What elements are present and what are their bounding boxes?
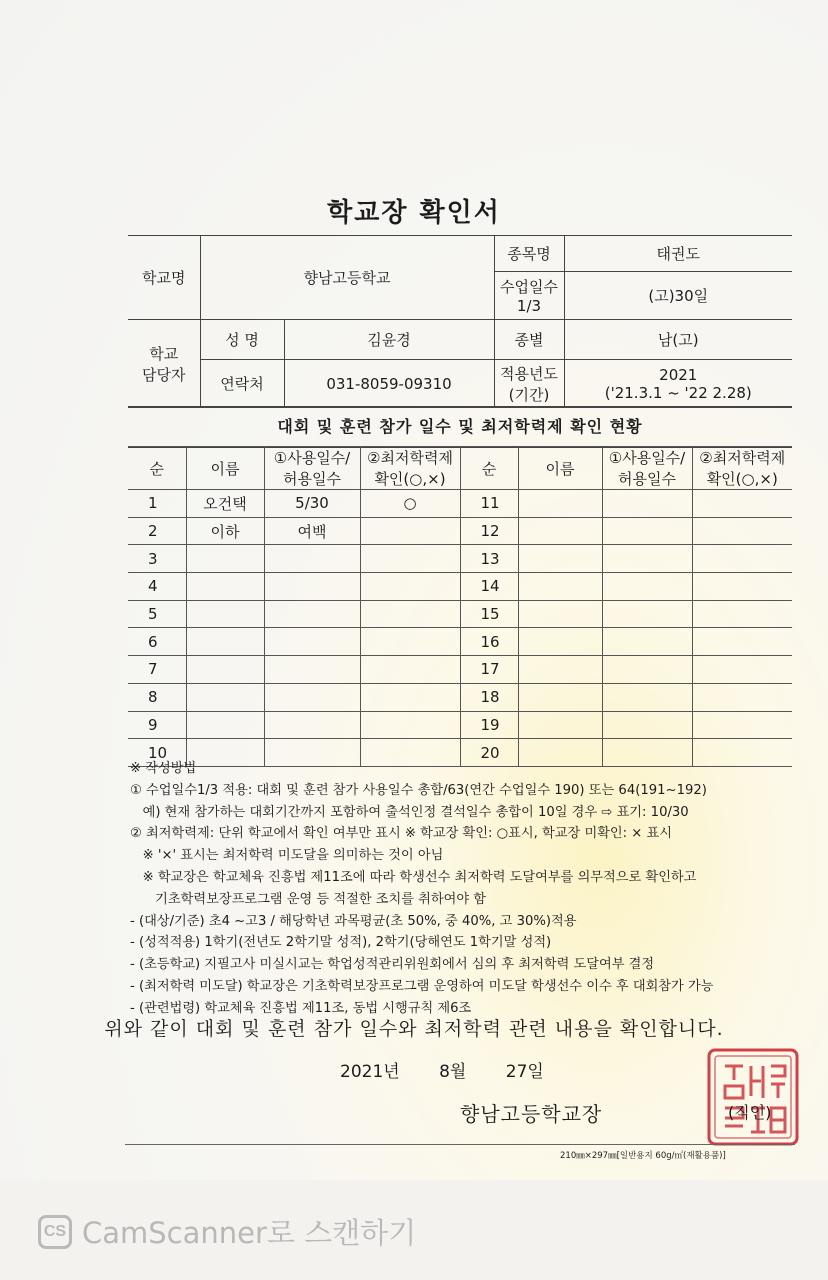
cell-num: 14 [460, 573, 518, 601]
cell-name [518, 683, 602, 711]
official-seal-image [705, 1046, 801, 1148]
cell-check [360, 573, 460, 601]
cell-num: 8 [128, 683, 186, 711]
cell-name [518, 600, 602, 628]
name-label: 성 명 [200, 320, 284, 360]
cell-name [186, 711, 264, 739]
header-name: 이름 [186, 447, 264, 490]
cell-name [186, 600, 264, 628]
instruction-line: ② 최저학력제: 단위 학교에서 확인 여부만 표시 ※ 학교장 확인: ○표시, 학교장 미확인: × 표시 [130, 826, 673, 842]
cell-days [264, 656, 360, 684]
cell-num: 7 [128, 656, 186, 684]
event-value: 태권도 [564, 236, 792, 272]
cell-num: 9 [128, 711, 186, 739]
cell-days [264, 683, 360, 711]
year-value: 2021 ('21.3.1 ~ '22 2.28) [564, 360, 792, 408]
cell-num: 3 [128, 545, 186, 573]
cell-days [602, 711, 692, 739]
cell-name [518, 573, 602, 601]
cell-num: 5 [128, 600, 186, 628]
date-day: 27일 [505, 1062, 544, 1082]
confirmation-statement: 위와 같이 대회 및 훈련 참가 일수와 최저학력 관련 내용을 확인합니다. [104, 1018, 724, 1040]
cell-num: 6 [128, 628, 186, 656]
header-name: 이름 [518, 447, 602, 490]
cell-days [602, 573, 692, 601]
footer-divider [125, 1144, 795, 1145]
name-value: 김윤경 [284, 320, 494, 360]
school-name: 향남고등학교 [200, 236, 494, 320]
cell-num: 2 [128, 517, 186, 545]
instruction-line: 예) 현재 참가하는 대회기간까지 포함하여 출석인정 결석일수 총합이 10일 경우 ⇨ 표기: 10/30 [130, 804, 689, 820]
header-days: ①사용일수/ 허용일수 [264, 447, 360, 490]
school-label: 학교명 [128, 236, 200, 320]
cell-name: 오건택 [186, 490, 264, 518]
cell-name [186, 683, 264, 711]
instruction-line: 기초학력보장프로그램 운영 등 적절한 조치를 취하여야 함 [130, 891, 487, 907]
cell-num: 19 [460, 711, 518, 739]
table-row [128, 711, 792, 739]
cell-check [692, 573, 792, 601]
cell-num: 4 [128, 573, 186, 601]
writing-instructions [130, 758, 800, 1020]
cell-check [360, 656, 460, 684]
cell-days: 5/30 [264, 490, 360, 518]
cell-check [360, 600, 460, 628]
cell-name [518, 628, 602, 656]
date-year: 2021년 [340, 1062, 400, 1082]
table-row [128, 600, 792, 628]
cell-num: 1 [128, 490, 186, 518]
cell-days [602, 683, 692, 711]
cell-check [692, 545, 792, 573]
instruction-line: ※ 작성방법 [130, 761, 197, 776]
table-row [128, 545, 792, 573]
cell-name: 이하 [186, 517, 264, 545]
year-label: 적용년도 (기간) [494, 360, 564, 408]
manager-label: 학교 담당자 [128, 320, 200, 408]
header-min-check: ②최저학력제 확인(○,×) [692, 447, 792, 490]
instruction-line: - (초등학교) 지필고사 미실시교는 학업성적관리위원회에서 심의 후 최저학력 도달여부 결정 [130, 957, 655, 973]
cell-days [264, 573, 360, 601]
cell-days [264, 711, 360, 739]
instruction-line: - (최저학력 미도달) 학교장은 기초학력보장프로그램 운영하여 미도달 학생선수 이수 후 대회참가 가능 [130, 978, 714, 994]
cell-days [602, 517, 692, 545]
header-num: 순 [460, 447, 518, 490]
cell-check [360, 683, 460, 711]
cell-check: ○ [360, 490, 460, 518]
contact-label: 연락처 [200, 360, 284, 408]
cell-name [518, 656, 602, 684]
cell-name [186, 628, 264, 656]
cell-check [360, 628, 460, 656]
header-days: ①사용일수/ 허용일수 [602, 447, 692, 490]
cell-days [602, 545, 692, 573]
instruction-line: - (관련법령) 학교체육 진흥법 제11조, 동법 시행규칙 제6조 [130, 1000, 472, 1016]
instruction-line: ※ '×' 표시는 최저학력 미도달을 의미하는 것이 아님 [130, 848, 444, 864]
cell-name [518, 711, 602, 739]
type-label: 종별 [494, 320, 564, 360]
cell-check [692, 490, 792, 518]
cell-num: 16 [460, 628, 518, 656]
camscanner-logo-icon: CS [38, 1215, 72, 1249]
cell-name [518, 545, 602, 573]
issue-date [340, 1057, 544, 1082]
cell-check [692, 656, 792, 684]
cell-name [186, 573, 264, 601]
cell-name [186, 656, 264, 684]
table-row [128, 517, 792, 545]
cell-check [692, 517, 792, 545]
school-days-value: (고)30일 [564, 272, 792, 320]
header-num: 순 [128, 447, 186, 490]
cell-check [692, 600, 792, 628]
date-month: 8월 [439, 1062, 467, 1082]
cell-days: 여백 [264, 517, 360, 545]
camscanner-watermark [38, 1211, 416, 1252]
table-row [128, 573, 792, 601]
cell-name [518, 517, 602, 545]
header-min-check: ②최저학력제 확인(○,×) [360, 447, 460, 490]
instruction-line: - (성적적용) 1학기(전년도 2학기말 성적), 2학기(당해연도 1학기말 성적) [130, 935, 552, 951]
instruction-line: ① 수업일수1/3 적용: 대회 및 훈련 참가 사용일수 총합/63(연간 수업일수 190) 또는 64(191~192) [130, 782, 707, 798]
document-title: 학교장 확인서 [327, 198, 501, 228]
contact-value: 031-8059-09310 [284, 360, 494, 408]
instruction-line: ※ 학교장은 학교체육 진흥법 제11조에 따라 학생선수 최저학력 도달여부를 의무적으로 확인하고 [130, 869, 697, 885]
table-row [128, 490, 792, 518]
cell-num: 10 [128, 739, 186, 767]
cell-name [186, 545, 264, 573]
camscanner-text: CamScanner로 스캔하기 [82, 1216, 417, 1250]
school-days-label: 수업일수 1/3 [494, 272, 564, 320]
cell-num: 17 [460, 656, 518, 684]
cell-num: 13 [460, 545, 518, 573]
participation-section-title: 대회 및 훈련 참가 일수 및 최저학력제 확인 현황 [128, 406, 792, 448]
type-value: 남(고) [564, 320, 792, 360]
cell-num: 20 [460, 739, 518, 767]
paper-size-note: 210㎜×297㎜[일반용지 60g/㎡(재활용품)] [560, 1151, 726, 1161]
cell-check [692, 711, 792, 739]
cell-check [692, 683, 792, 711]
cell-days [602, 656, 692, 684]
participation-table [128, 446, 792, 767]
cell-check [360, 545, 460, 573]
table-row [128, 683, 792, 711]
table-row [128, 656, 792, 684]
school-info-table [128, 235, 792, 408]
principal-title: 향남고등학교장 [460, 1102, 603, 1126]
instruction-line: - (대상/기준) 초4 ~고3 / 해당학년 과목평균(초 50%, 중 40%, 고 30%)적용 [130, 913, 577, 929]
cell-days [264, 628, 360, 656]
seal-mark-text: (직인) [728, 1103, 772, 1122]
cell-check [360, 711, 460, 739]
cell-name [518, 490, 602, 518]
cell-days [264, 600, 360, 628]
cell-days [602, 490, 692, 518]
cell-num: 11 [460, 490, 518, 518]
cell-check [692, 628, 792, 656]
event-label: 종목명 [494, 236, 564, 272]
cell-days [264, 545, 360, 573]
cell-check [360, 517, 460, 545]
cell-num: 18 [460, 683, 518, 711]
cell-days [602, 600, 692, 628]
cell-num: 12 [460, 517, 518, 545]
table-row [128, 628, 792, 656]
cell-num: 15 [460, 600, 518, 628]
cell-days [602, 628, 692, 656]
